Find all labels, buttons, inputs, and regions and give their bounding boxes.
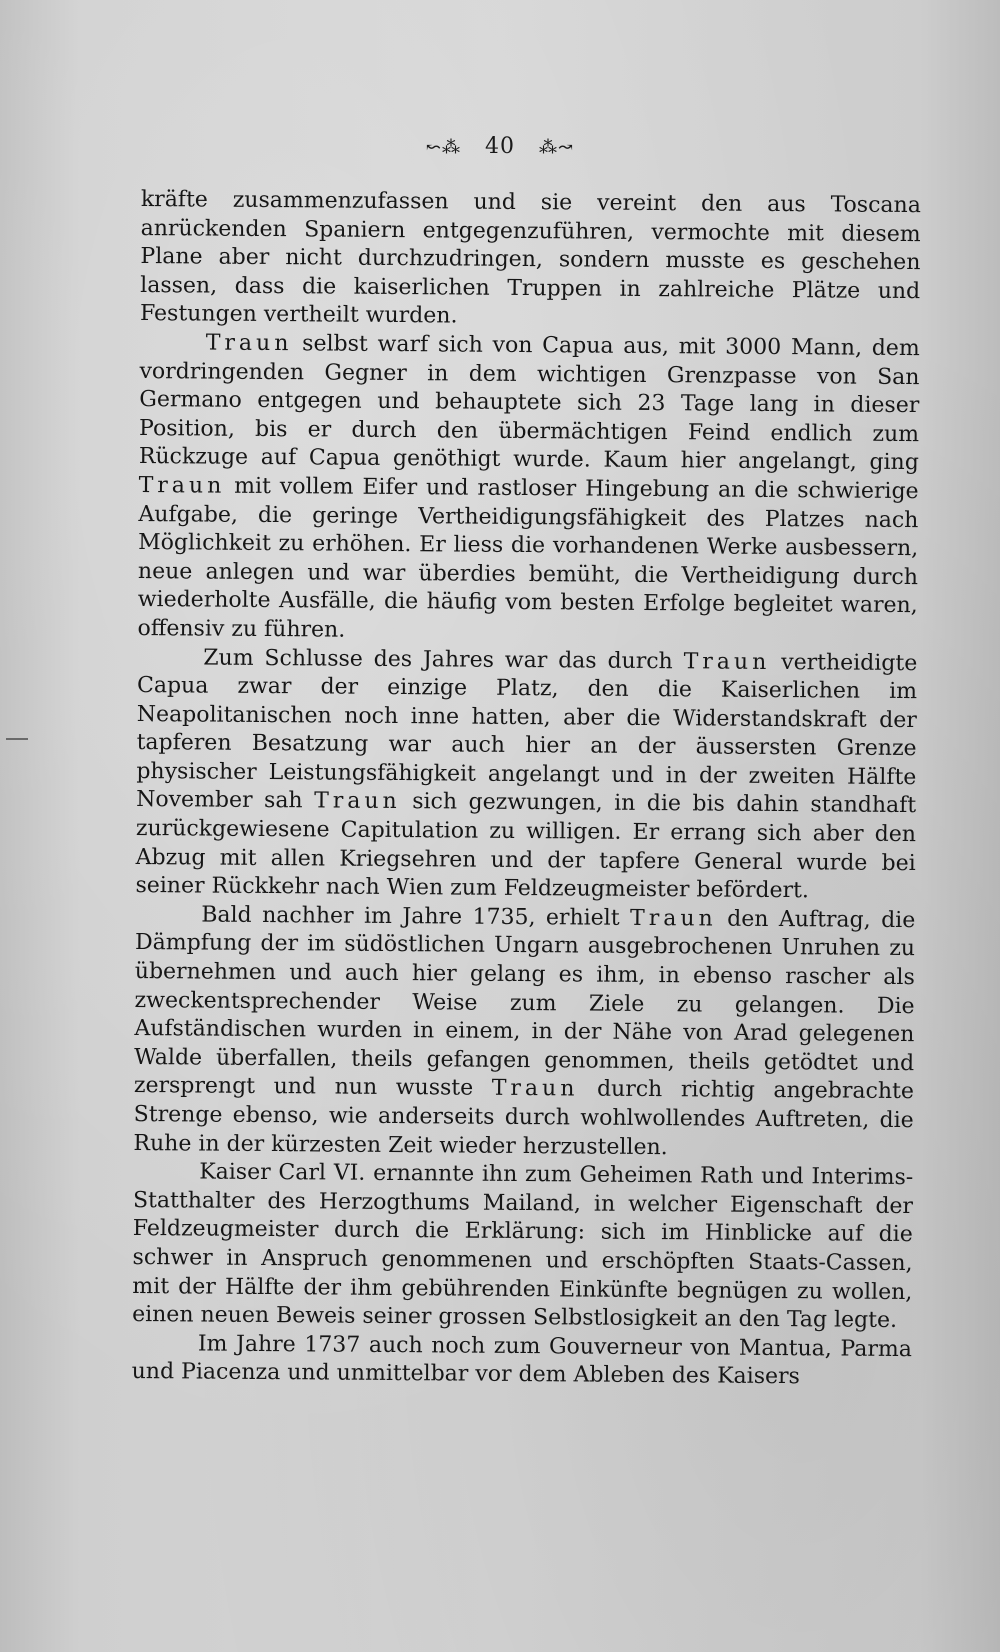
margin-mark <box>6 738 28 740</box>
paragraph-2-text-a: selbst warf sich von Capua aus, mit 3000 Mann, dem vordringenden Gegner in dem wichtigen Grenzpasse von San Germano entgegen und behauptete sich 23 Tage lang in dieser Position, bis er durch den übermächtigen Feind endlich zum Rückzuge auf Capua genöthigt wurde. Kaum hier angelangt, ging <box>138 331 920 476</box>
paragraph-4 <box>133 901 915 1164</box>
paragraph-3-text-a: Zum Schlusse des Jahres war das durch <box>203 645 684 674</box>
paragraph-4-text-a: Bald nachher im Jahre 1735, erhielt <box>201 902 631 931</box>
paragraph-2 <box>137 329 919 650</box>
name-traun: Traun <box>138 472 226 499</box>
paragraph-3 <box>135 643 917 906</box>
paragraph-6: Im Jahre 1737 auch noch zum Gouverneur von Mantua, Parma und Piacenza und unmittelbar vor dem Ableben des Kaisers <box>131 1331 912 1390</box>
paragraph-5: Kaiser Carl VI. ernannte ihn zum Geheimen Rath und Interims-Statthalter des Herzogthums Mailand, in welcher Eigenschaft der Feldzeugmeister durch die Erklärung: sich im Hinblicke auf die schwer in Anspruch genommenen und erschöpften Staats-Cassen, mit der Hälfte der ihm gebührenden Einkünfte begnügen zu wollen, einen neuen Beweis seiner grossen Selbstlosigkeit an den Tag legte. <box>132 1159 914 1334</box>
page-number: 40 <box>485 134 515 159</box>
body-text <box>132 186 921 1393</box>
paragraph-3-text-c: sich gezwungen, in die bis dahin standhaft zurückgewiesene Capitulation zu willigen. Er errang sich aber den Abzug mit allen Kriegsehren und der tapfere General wurde bei seiner Rückkehr nach Wien zum Feldzeugmeister befördert. <box>135 789 917 904</box>
paragraph-3-text-b: vertheidigte Capua zwar der einzige Platz, den die Kaiserlichen im Neapolitanischen noch inne hatten, aber die Widerstandskraft der tapferen Besatzung war auch hier an der äussersten Grenze physischer Leistungsfähigkeit angelangt und in der zweiten Hälfte November sah <box>136 649 918 814</box>
paragraph-4-text-c: durch richtig angebrachte Strenge ebenso, wie anderseits durch wohlwollendes Auftreten, die Ruhe in der kürzesten Zeit wieder herzustellen. <box>133 1076 915 1160</box>
paragraph-4-text-b: den Auftrag, die Dämpfung der im südöstlichen Ungarn ausgebrochenen Unruhen zu übernehmen und auch hier gelang es ihm, in ebenso rascher als zweckentsprechender Weise zum Ziele zu gelangen. Die Aufständischen wurden in einem, in der Nähe von Arad gelegenen Walde überfallen, theils gefangen genommen, theils getödtet und zersprengt und nun wusste <box>133 906 916 1102</box>
paragraph-1: kräfte zusammenzufassen und sie vereint den aus Toscana anrückenden Spaniern entgegenzuführen, vermochte mit diesem Plane aber nicht durchzudringen, sondern musste es geschehen lassen, dass die kaiserlichen Truppen in zahlreiche Plätze und Festungen vertheilt wurden. <box>139 186 921 329</box>
name-traun: Traun <box>491 1076 579 1102</box>
ornament-right-icon: ⁂↝ <box>539 137 575 158</box>
name-traun: Traun <box>314 788 401 815</box>
ornament-left-icon: ↜⁂ <box>425 137 461 158</box>
name-traun: Traun <box>683 648 771 675</box>
paragraph-2-text-b: mit vollem Eifer und rastloser Hingebung an die schwierige Aufgabe, die geringe Vertheidigungsfähigkeit des Platzes nach Möglichkeit zu erhöhen. Er liess die vorhandenen Werke ausbessern, neue anlegen und war überdies bemüht, die Vertheidigung durch wiederholte Ausfälle, die häufig vom besten Erfolge begleitet waren, offensiv zu führen. <box>137 473 919 643</box>
name-traun: Traun <box>629 905 717 932</box>
name-traun: Traun <box>205 330 293 357</box>
page-header <box>0 134 1000 159</box>
